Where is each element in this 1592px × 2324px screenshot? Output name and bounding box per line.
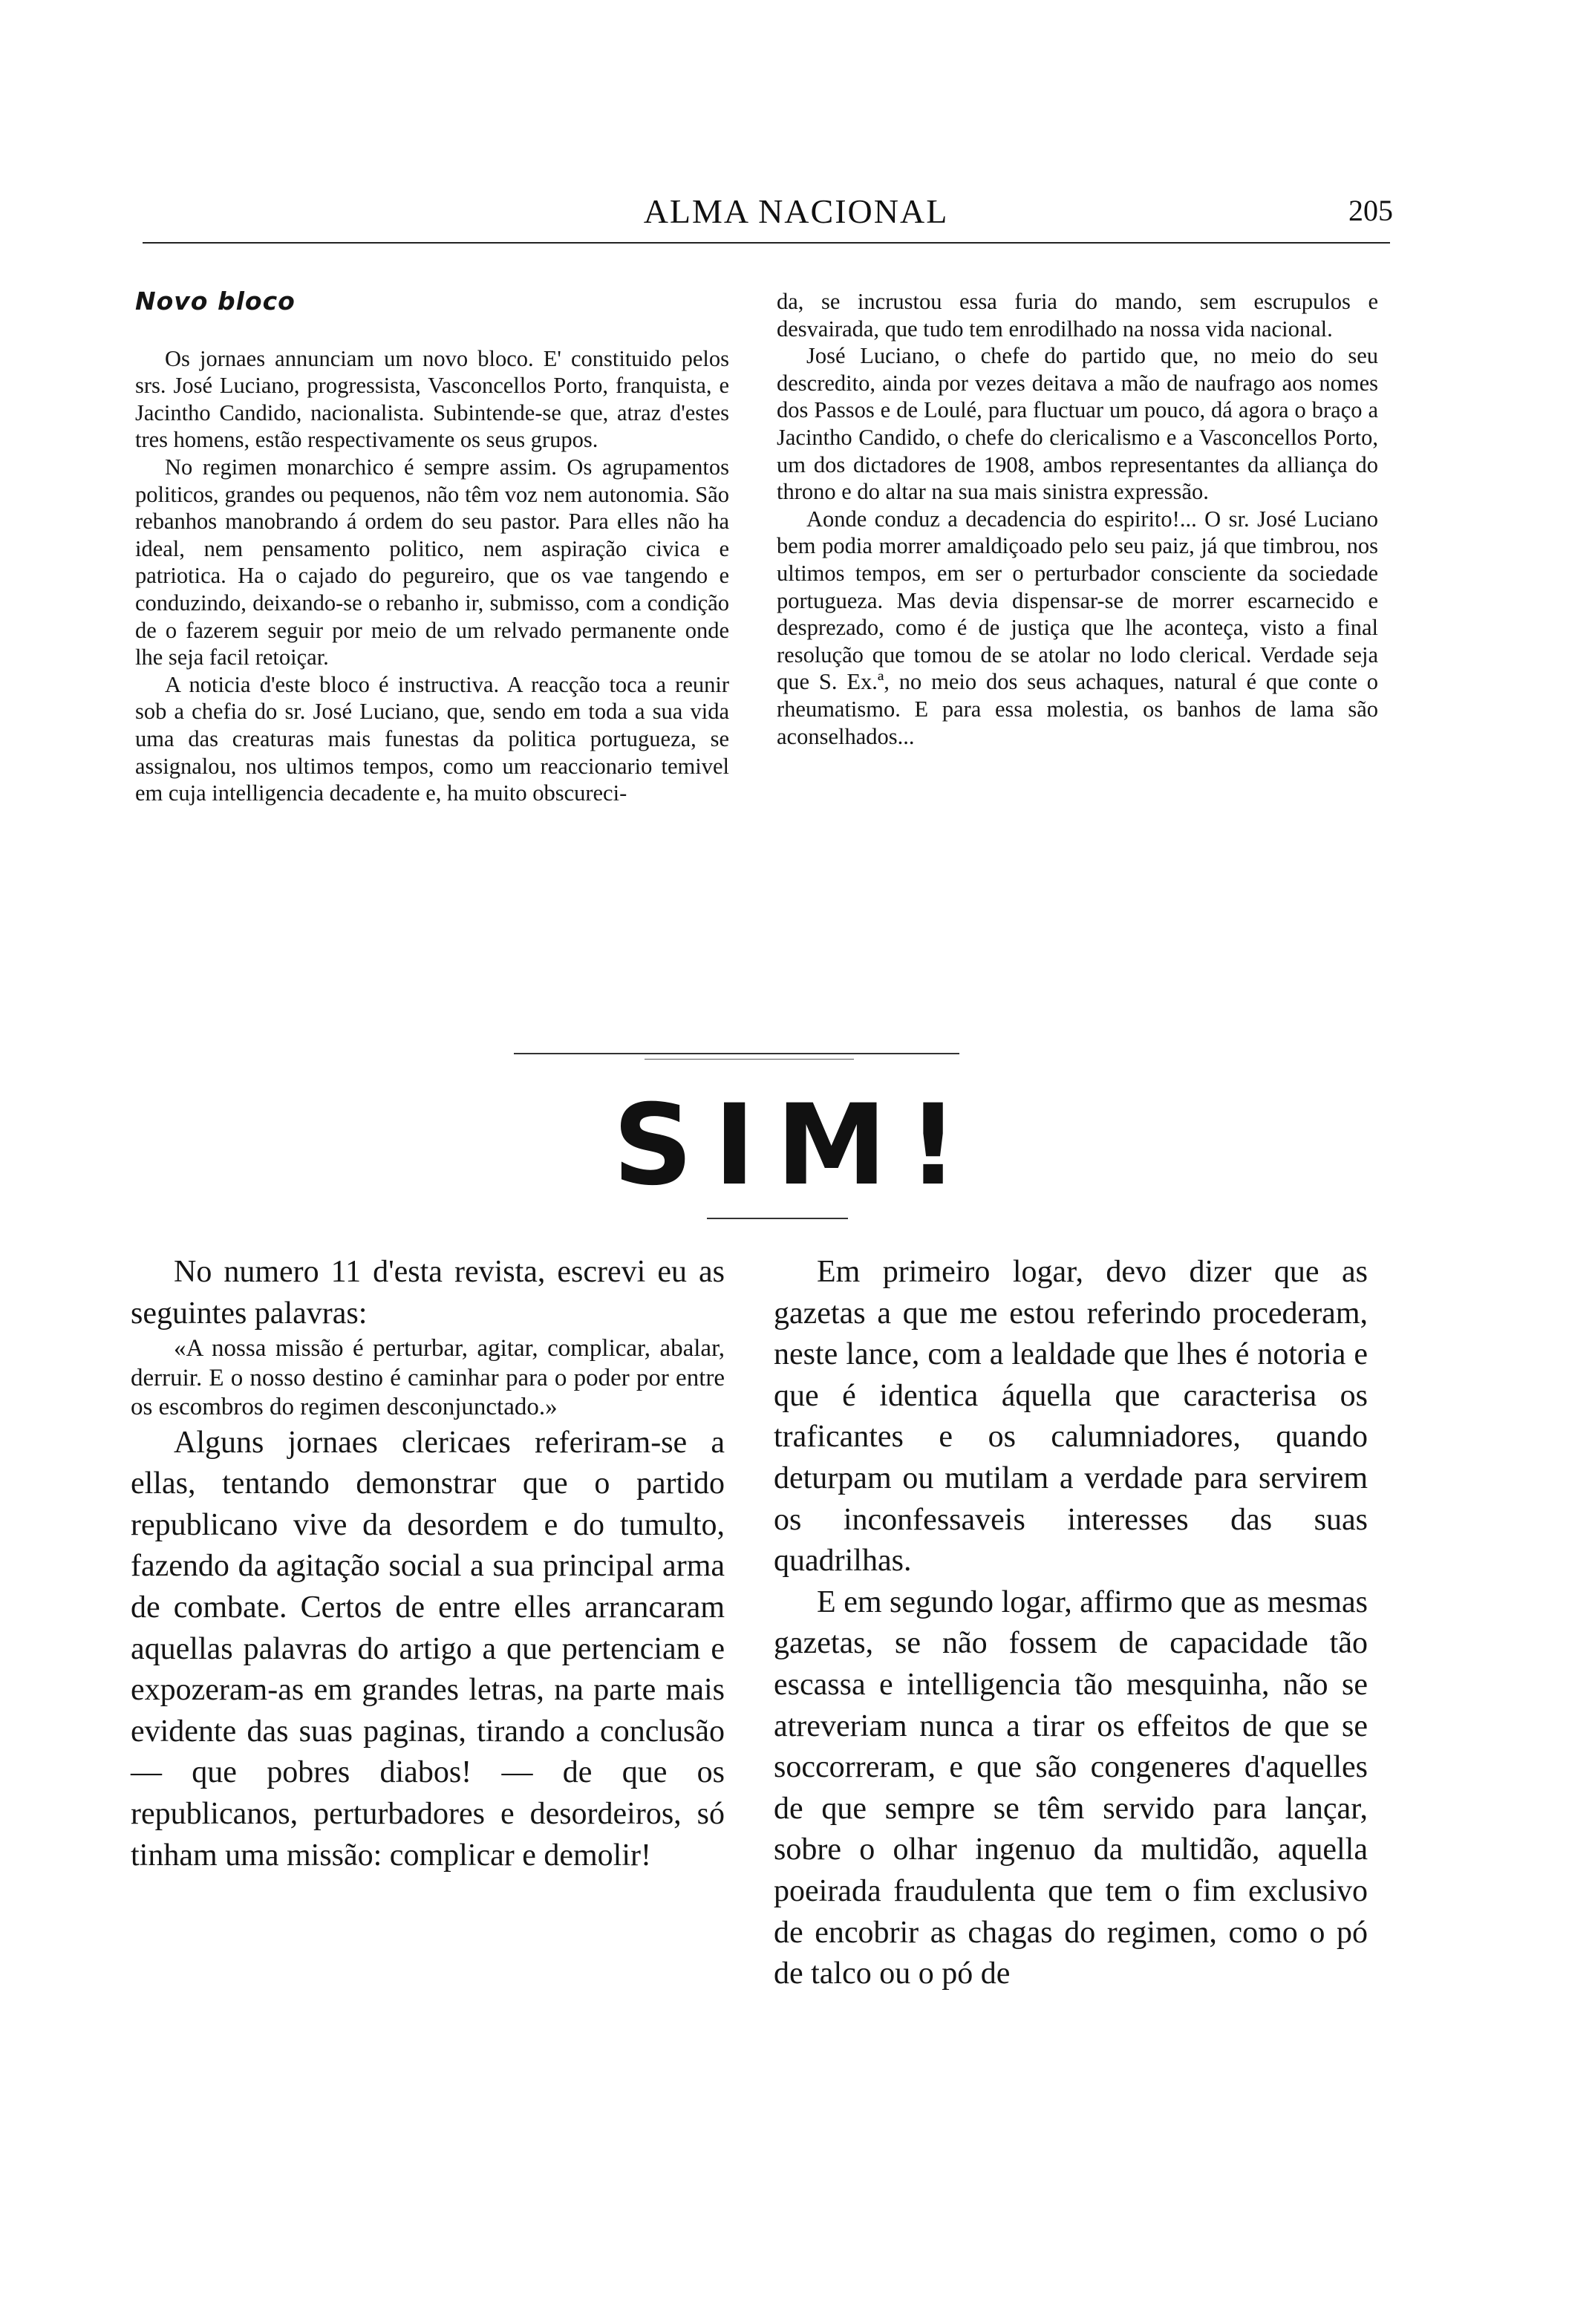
article-title-sim: SIM! [613, 1081, 979, 1210]
paragraph: Aonde conduz a decadencia do espirito!... O sr. José Luciano bem podia morrer amaldiçoado pelo seu paiz, já que timbrou, nos ultimos tempos, em ser o perturbador consciente da sociedade portugueza. Mas devia dispensar-se de morrer escarnecido e desprezado, como é de justiça que lhe aconteça, visto a final resolução que tomou de se atolar no lodo clerical. Verdade seja que S. Ex.ª, no meio dos seus achaques, natural é que conte o rheumatismo. E para essa molestia, os banhos de lama são aconselhados... [777, 506, 1378, 749]
paragraph: A noticia d'este bloco é instructiva. A reacção toca a reunir sob a chefia do sr. José Luciano, que, sendo em toda a sua vida uma das creaturas mais funestas da politica portugueza, se assignalou, nos ultimos tempos, como um reaccionario temivel em cuja intelligencia decadente e, ha muito obscureci- [135, 671, 729, 806]
block-quote: «A nossa missão é perturbar, agitar, complicar, abalar, derruir. E o nosso destino é caminhar para o poder por entre os escombros do regimen desconjunctado.» [131, 1335, 725, 1421]
paragraph: Os jornaes annunciam um novo bloco. E' constituido pelos srs. José Luciano, progressista, Vasconcellos Porto, franquista, e Jacintho Candido, nacionalista. Subintende-se que, atraz d'estes tres homens, estão respectivamente os seus grupos. [135, 345, 729, 453]
novo-bloco-right-column [777, 288, 1378, 750]
section-divider-rule-thin [645, 1059, 854, 1060]
section-divider-rule [514, 1053, 959, 1054]
paragraph: No regimen monarchico é sempre assim. Os agrupamentos politicos, grandes ou pequenos, não têm voz nem autonomia. São rebanhos manobrando á ordem do seu pastor. Para elles não ha ideal, nem pensamento politico, nem aspiração civica e patriotica. Ha o cajado do pegureiro, que os vae tangendo e conduzindo, deixando-se o rebanho ir, submisso, com a condição de o fazerem seguir por meio de um relvado permanente onde lhe seja facil retoiçar. [135, 454, 729, 670]
title-underline-rule [707, 1218, 848, 1219]
novo-bloco-left-column [135, 288, 729, 807]
page-number: 205 [1348, 194, 1393, 227]
sim-right-column [774, 1252, 1368, 1995]
section-title-novo-bloco: Novo bloco [135, 287, 296, 316]
header-rule [143, 242, 1390, 244]
paragraph: Em primeiro logar, devo dizer que as gazetas a que me estou referindo procederam, neste lance, com a lealdade que lhes é notoria e que é identica áquella que caracterisa os traficantes e os calumniadores, quando deturpam ou mutilam a verdade para servirem os inconfessaveis interesses das suas quadrilhas. [774, 1255, 1368, 1579]
paragraph: E em segundo logar, affirmo que as mesmas gazetas, se não fossem de capacidade tão escassa e intelligencia tão mesquinha, não se atreveriam nunca a tirar os effeitos de que se soccorreram, e que são congeneres d'aquelles de que sempre se têm servido para lançar, sobre o olhar ingenuo da multidão, aquella poeirada fraudulenta que tem o fim exclusivo de encobrir as chagas do regimen, como o pó de talco ou o pó de [774, 1584, 1368, 1991]
running-header-title: ALMA NACIONAL [643, 192, 949, 230]
paragraph-continuation: da, se incrustou essa furia do mando, sem escrupulos e desvairada, que tudo tem enrodilhado na nossa vida nacional. [777, 289, 1378, 342]
sim-left-column [131, 1252, 725, 1876]
paragraph: Alguns jornaes clericaes referiram-se a ellas, tentando demonstrar que o partido republicano vive da desordem e do tumulto, fazendo da agitação social a sua principal arma de combate. Certos de entre elles arrancaram aquellas palavras do artigo a que pertenciam e expozeram-as em grandes letras, na parte mais evidente das suas paginas, tirando a conclusão — que pobres diabos! — de que os republicanos, perturbadores e desordeiros, só tinham uma missão: complicar e demolir! [131, 1425, 725, 1873]
paragraph: José Luciano, o chefe do partido que, no meio do seu descredito, ainda por vezes deitava a mão de naufrago aos nomes dos Passos e de Loulé, para fluctuar um pouco, dá agora o braço a Jacintho Candido, o chefe do clericalismo e a Vasconcellos Porto, um dos dictadores de 1908, ambos representantes da alliança do throno e do altar na sua mais sinistra expressão. [777, 343, 1378, 505]
intro-paragraph: No numero 11 d'esta revista, escrevi eu as seguintes palavras: [131, 1255, 725, 1331]
